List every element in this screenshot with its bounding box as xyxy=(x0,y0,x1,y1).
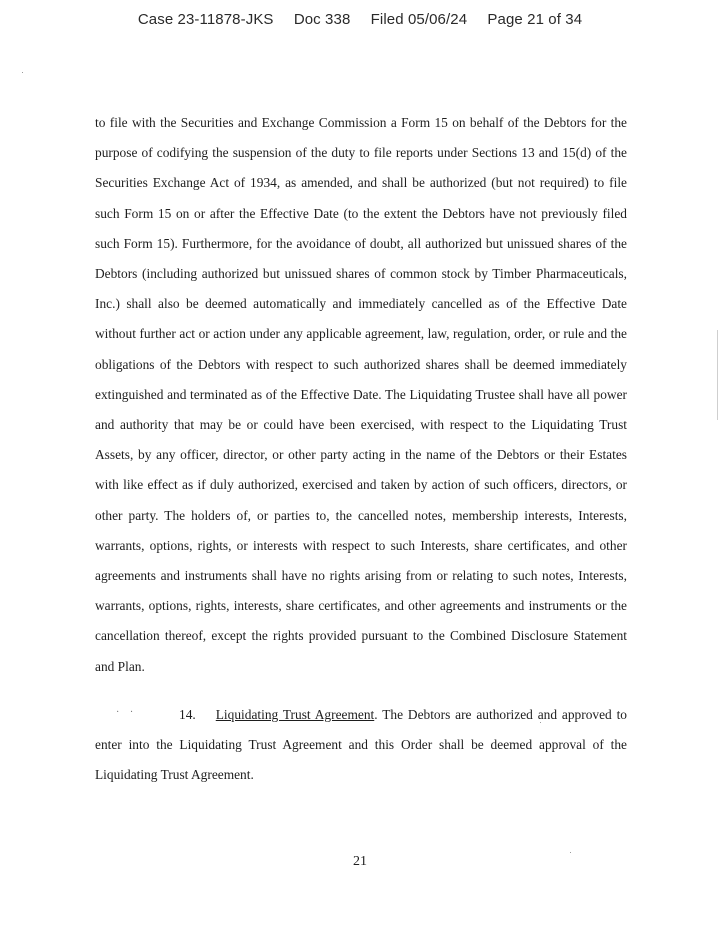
scan-edge-line xyxy=(717,330,718,420)
page-number: 21 xyxy=(353,854,367,869)
section-text: The Debtors are authorized and approved to enter into the Liquidating Trust Agreement and this Order shall be deemed approval of the Liquidating Trust Agreement. xyxy=(95,707,627,783)
scan-dust xyxy=(540,722,541,723)
section-heading: Liquidating Trust Agreement xyxy=(215,707,375,722)
court-filing-header xyxy=(0,11,720,28)
section-number: 14. xyxy=(179,707,196,722)
case-number: Case 23-11878-JKS xyxy=(137,11,274,28)
page-of-total: Page 21 of 34 xyxy=(487,11,583,28)
section-14-paragraph xyxy=(95,700,627,791)
scan-dust xyxy=(570,852,571,853)
continued-paragraph: to file with the Securities and Exchange Commission a Form 15 on behalf of the Debtors for the purpose of codifying the suspension of the duty to file reports under Sections 13 and 15(d) of the Securities Exchange Act of 1934, as amended, and shall be authorized (but not required) to file such Form 15 on or after the Effective Date (to the extent the Debtors have not previously filed such Form 15). Furthermore, for the avoidance of doubt, all authorized but unissued shares of the Debtors (including authorized but unissued shares of common stock by Timber Pharmaceuticals, Inc.) shall also be deemed automatically and immediately cancelled as of the Effective Date without further act or action under any applicable agreement, law, regulation, order, or rule and the obligations of the Debtors with respect to such authorized shares shall be deemed immediately extinguished and terminated as of the Effective Date. The Liquidating Trustee shall have all power and authority that may be or could have been exercised, with respect to the Liquidating Trust Assets, by any officer, director, or other party acting in the name of the Debtors or their Estates with like effect as if duly authorized, exercised and taken by action of such officers, directors, or other party. The holders of, or parties to, the cancelled notes, membership interests, Interests, warrants, options, rights, or interests with respect to such Interests, share certificates, and other agreements and instruments shall have no rights arising from or relating to such notes, Interests, warrants, options, rights, interests, share certificates, and other agreements and instruments or the cancellation thereof, except the rights provided pursuant to the Combined Disclosure Statement and Plan. xyxy=(95,115,627,674)
scan-dust xyxy=(22,72,23,73)
section-heading-period: . xyxy=(374,707,378,722)
scan-artifact: · · xyxy=(116,707,138,718)
doc-number: Doc 338 xyxy=(293,11,351,28)
filed-date: Filed 05/06/24 xyxy=(370,11,468,28)
